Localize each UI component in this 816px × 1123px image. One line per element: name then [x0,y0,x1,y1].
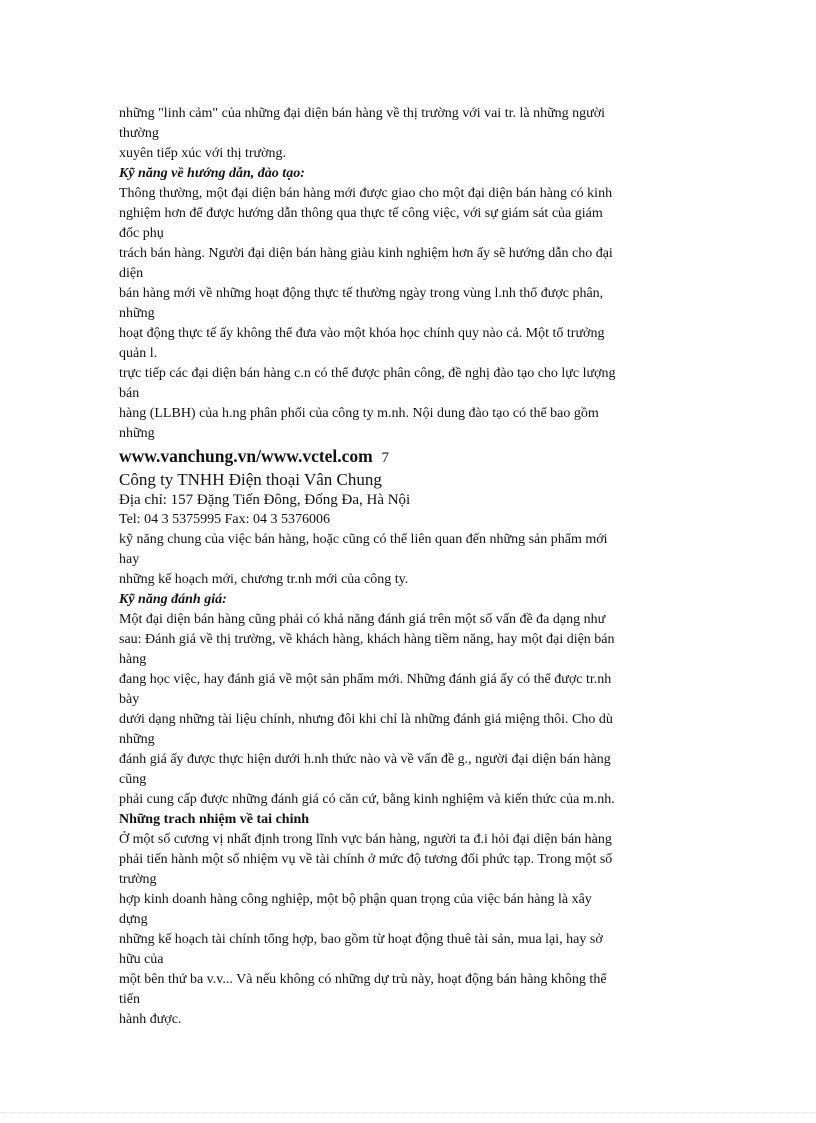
text-line: những kế hoạch mới, chương tr.nh mới của công ty. [119,572,409,587]
text-line: xuyên tiếp xúc với thị trường. [119,146,287,161]
text-line: hữu của [119,952,164,967]
text-line: phải cung cấp được những đánh giá có căn cứ, bằng kinh nghiệm và kiến thức của m.nh. [119,792,615,807]
text-line: những [119,426,155,441]
text-line: đốc phụ [119,226,164,241]
company-name: Công ty TNHH Điện thoại Vân Chung [119,470,382,489]
text-line: hay [119,552,140,567]
text-line: những [119,306,155,321]
text-line: Ở một số cương vị nhất định trong lĩnh vực bán hàng, người ta đ.i hỏi đại diện bán hàng [119,832,612,847]
text-line: phải tiến hành một số nhiệm vụ về tài chính ở mức độ tương đối phức tạp. Trong một số [119,852,613,867]
heading-financial-responsibilities: Những trach nhiệm về tai chinh [119,812,310,827]
heading-evaluation-skills: Kỹ năng đánh giá: [119,592,227,607]
text-line: dựng [119,912,148,927]
text-line: hành được. [119,1012,182,1027]
paragraph-evaluation [119,610,694,810]
text-line: hoạt động thực tế ấy không thể đưa vào một khóa học chính quy nào cả. Một tổ trưởng [119,326,605,341]
text-line: bán [119,386,140,401]
text-line: sau: Đánh giá về thị trường, về khách hàng, khách hàng tiềm năng, hay một đại diện bán [119,632,615,647]
page-number: 7 [381,450,390,466]
website-link[interactable]: www.vanchung.vn/www.vctel.com [119,446,373,466]
heading-training-skills: Kỹ năng về hướng dẫn, đào tạo: [119,166,305,181]
text-line: một bên thứ ba v.v... Và nếu không có những dự trù này, hoạt động bán hàng không thể [119,972,607,987]
text-line: bán hàng mới về những hoạt động thực tế thường ngày trong vùng l.nh thổ được phân, [119,286,604,301]
text-line: trực tiếp các đại diện bán hàng c.n có thể được phân công, đề nghị đào tạo cho lực lượng [119,366,616,381]
text-line: quản l. [119,346,158,361]
text-line: trường [119,872,157,887]
page-bottom-divider [0,1112,816,1113]
text-line: đang học việc, hay đánh giá về một sản phẩm mới. Những đánh giá ấy có thể được tr.nh [119,672,612,687]
text-line: thường [119,126,159,141]
text-line: trách bán hàng. Người đại diện bán hàng giàu kinh nghiệm hơn ấy sẽ hướng dẫn cho đại [119,246,613,261]
text-line: Một đại diện bán hàng cũng phải có khả năng đánh giá trên một số vấn đề đa dạng như [119,612,606,627]
text-line: những kế hoạch tài chính tổng hợp, bao gồm từ hoạt động thuê tài sản, mua lại, hay sở [119,932,603,947]
paragraph-training [119,184,694,444]
text-line: dưới dạng những tài liệu chính, nhưng đôi khi chỉ là những đánh giá miệng thôi. Cho dù [119,712,613,727]
text-line: tiến [119,992,140,1007]
text-line: kỹ năng chung của việc bán hàng, hoặc cũng có thể liên quan đến những sản phẩm mới [119,532,608,547]
text-line: hợp kinh doanh hàng công nghiệp, một bộ phận quan trọng của việc bán hàng là xây [119,892,592,907]
text-line: những "linh cảm" của những đại diện bán hàng về thị trường với vai tr. là những người [119,106,606,121]
text-line: Thông thường, một đại diện bán hàng mới được giao cho một đại diện bán hàng có kinh [119,186,613,201]
company-header [119,445,694,530]
paragraph-financial [119,830,694,1030]
text-line: đánh giá ấy được thực hiện dưới h.nh thức nào và về vấn đề g., người đại diện bán hàng [119,752,611,767]
text-line: hàng [119,652,147,667]
website-line [119,445,694,469]
text-line: hàng (LLBH) của h.ng phân phối của công ty m.nh. Nội dung đào tạo có thể bao gồm [119,406,599,421]
text-line: nghiệm hơn để được hướng dẫn thông qua thực tế công việc, với sự giám sát của giám [119,206,603,221]
paragraph-intro [119,104,694,164]
text-line: cũng [119,772,147,787]
company-phone: Tel: 04 3 5375995 Fax: 04 3 5376006 [119,512,330,527]
company-address: Địa chỉ: 157 Đặng Tiến Đông, Đống Đa, Hà Nội [119,492,411,508]
text-line: những [119,732,155,747]
text-line: bày [119,692,140,707]
text-line: diện [119,266,144,281]
document-page [119,104,694,1030]
paragraph-general-skills [119,530,694,590]
